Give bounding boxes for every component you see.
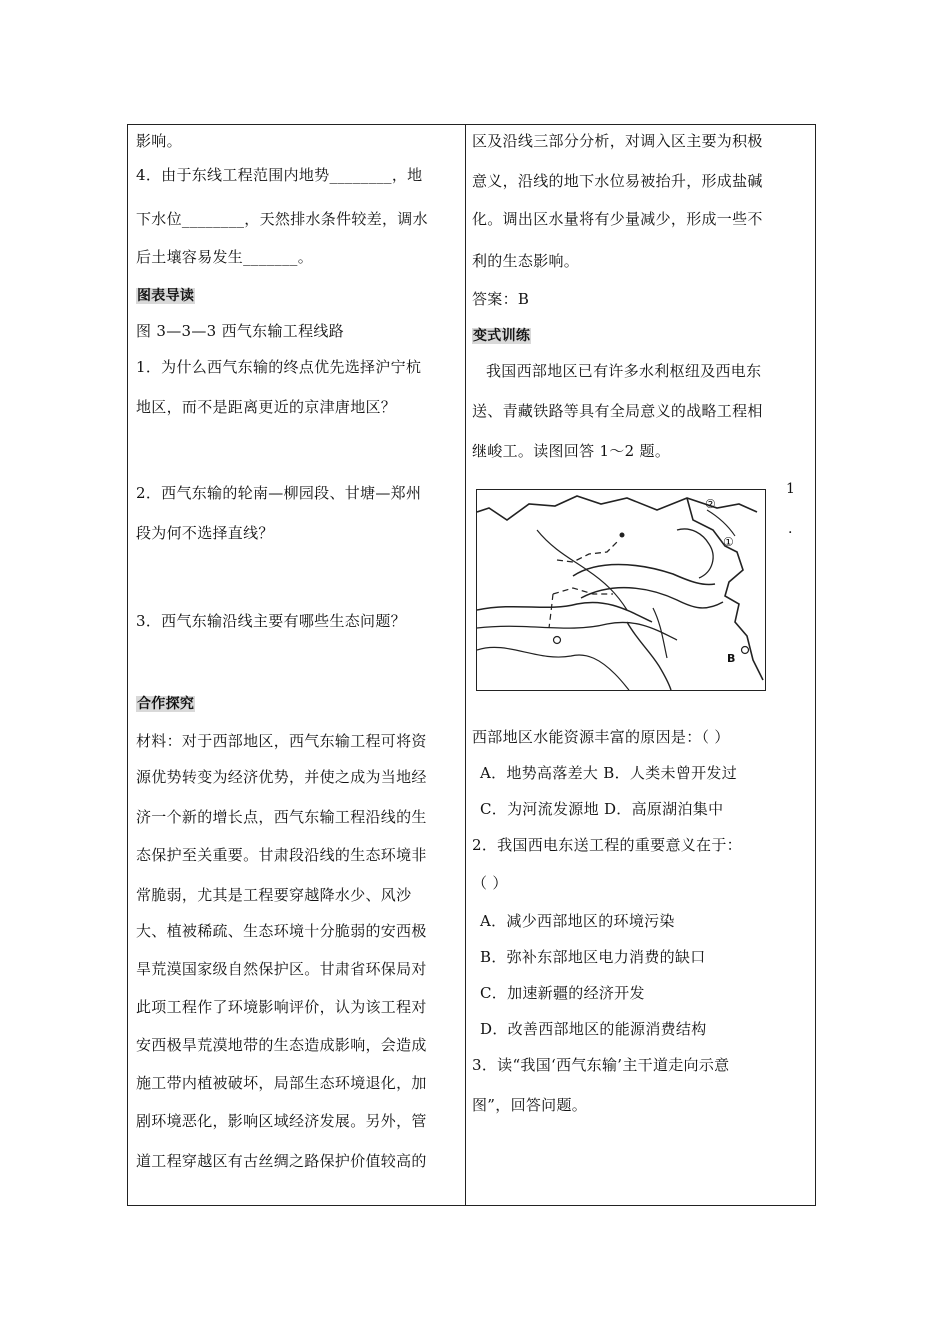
question-2-option-b: B．弥补东部地区电力消费的缺口: [480, 948, 706, 966]
question-4-line1: 4．由于东线工程范围内地势________，地: [136, 166, 423, 184]
material-line: 态保护至关重要。甘肃段沿线的生态环境非: [136, 846, 427, 864]
question-number-dot: .: [788, 521, 793, 537]
question-1-stem: 西部地区水能资源丰富的原因是：（ ）: [472, 728, 730, 746]
material-line: 源优势转变为经济优势，并使之成为当地经: [136, 768, 427, 786]
material-line: 常脆弱，尤其是工程要穿越降水少、风沙: [136, 886, 412, 904]
question-2-option-c: C．加速新疆的经济开发: [480, 984, 645, 1002]
section-heading-chart-guide: 图表导读: [137, 288, 195, 304]
figure-caption: 图 3—3—3 西气东输工程线路: [136, 322, 344, 340]
material-line: 材料：对于西部地区，西气东输工程可将资: [136, 732, 427, 750]
section-heading-practice: 变式训练: [473, 328, 531, 344]
map-label-1: ①: [723, 535, 734, 549]
text-line: 影响。: [136, 132, 182, 150]
question-3-stem-line1: 3．读“我国‘西气东输’主干道走向示意: [472, 1056, 730, 1074]
map-figure: [476, 489, 766, 691]
map-drawing: [477, 490, 765, 690]
practice-intro-line: 送、青藏铁路等具有全局意义的战略工程相: [472, 402, 763, 420]
material-line: 济一个新的增长点，西气东输工程沿线的生: [136, 808, 427, 826]
question-3-stem-line2: 图”，回答问题。: [472, 1096, 588, 1114]
material-line: 剧环境恶化，影响区域经济发展。另外，管: [136, 1112, 427, 1130]
question-2-bracket: （ ）: [472, 874, 508, 892]
material-line: 安西极旱荒漠地带的生态造成影响，会造成: [136, 1036, 427, 1054]
map-label-b: B: [727, 652, 736, 665]
right-column: [466, 125, 815, 1205]
question-4-line3: 后土壤容易发生_______。: [136, 248, 314, 266]
map-point: [742, 647, 749, 654]
left-column: [128, 125, 466, 1205]
question-1-line2: 地区，而不是距离更近的京津唐地区？: [136, 398, 397, 416]
material-line: 施工带内植被破坏，局部生态环境退化，加: [136, 1074, 427, 1092]
map-point: [554, 637, 561, 644]
section-heading-cooperation: 合作探究: [137, 696, 195, 712]
worksheet-table: [127, 124, 816, 1206]
material-line: 此项工程作了环境影响评价，认为该工程对: [136, 998, 427, 1016]
question-2-option-a: A．减少西部地区的环境污染: [480, 912, 675, 930]
question-2-line2: 段为何不选择直线？: [136, 524, 274, 542]
question-3-line: 3．西气东输沿线主要有哪些生态问题？: [136, 612, 406, 630]
question-2-option-d: D．改善西部地区的能源消费结构: [480, 1020, 707, 1038]
question-4-line2: 下水位________，天然排水条件较差，调水: [136, 210, 428, 228]
question-1-options-cd: C．为河流发源地 D．高原湖泊集中: [480, 800, 724, 818]
material-line: 旱荒漠国家级自然保护区。甘肃省环保局对: [136, 960, 427, 978]
question-2-stem: 2．我国西电东送工程的重要意义在于：: [472, 836, 742, 854]
question-number-1: 1: [786, 481, 795, 497]
material-line: 大、植被稀疏、生态环境十分脆弱的安西极: [136, 922, 427, 940]
material-line: 道工程穿越区有古丝绸之路保护价值较高的: [136, 1152, 427, 1170]
answer-explanation-line: 区及沿线三部分分析，对调入区主要为积极: [472, 132, 763, 150]
map-label-2: ②: [705, 497, 716, 511]
answer-line: 答案：B: [472, 290, 530, 308]
practice-intro-line: 我国西部地区已有许多水利枢纽及西电东: [486, 362, 762, 380]
practice-intro-line: 继峻工。读图回答 1～2 题。: [472, 442, 671, 460]
answer-explanation-line: 意义，沿线的地下水位易被抬升，形成盐碱: [472, 172, 763, 190]
question-1-options-ab: A．地势高落差大 B．人类未曾开发过: [480, 764, 738, 782]
answer-explanation-line: 化。调出区水量将有少量减少，形成一些不: [472, 210, 763, 228]
map-point: [620, 533, 625, 538]
question-1-line1: 1．为什么西气东输的终点优先选择沪宁杭: [136, 358, 422, 376]
question-2-line1: 2．西气东输的轮南—柳园段、甘塘—郑州: [136, 484, 422, 502]
answer-explanation-line: 利的生态影响。: [472, 252, 580, 270]
